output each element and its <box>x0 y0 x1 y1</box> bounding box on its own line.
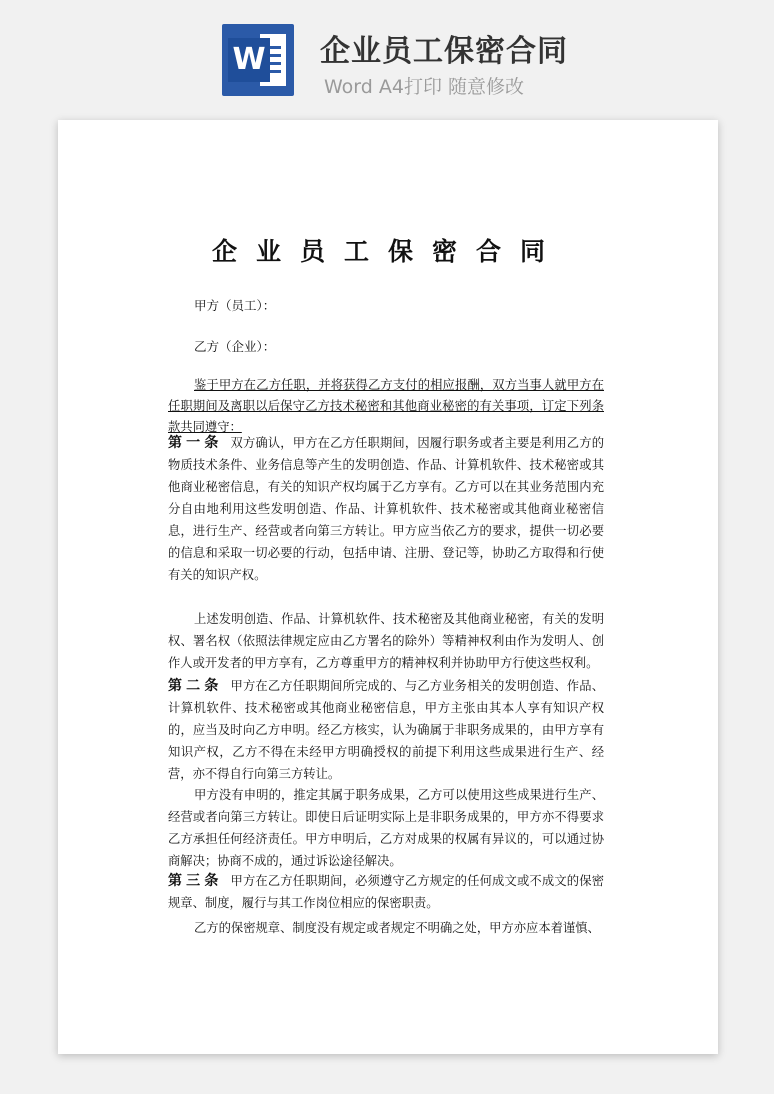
banner-subtitle: Word A4打印 随意修改 <box>324 76 525 98</box>
word-icon: W <box>222 24 294 96</box>
clause-3-para-2: 乙方的保密规章、制度没有规定或者规定不明确之处，甲方亦应本着谨慎、 <box>194 921 600 935</box>
clause-3 <box>168 870 604 914</box>
clause-2 <box>168 675 604 785</box>
clause-heading: 第三条 <box>168 873 223 889</box>
clause-2-para-2: 甲方没有申明的，推定其属于职务成果，乙方可以使用这些成果进行生产、经营或者向第三方转让。即使日后证明实际上是非职务成果的，甲方亦不得要求乙方承担任何经济责任。甲方申明后，乙方对成果的权属有异议的，可以通过协商解决；协商不成的，通过诉讼途径解决。 <box>168 788 604 868</box>
clause-text: 甲方在乙方任职期间，必须遵守乙方规定的任何成文或不成文的保密规章、制度，履行与其工作岗位相应的保密职责。 <box>168 874 604 910</box>
clause-1 <box>168 432 604 586</box>
intro-paragraph: 鉴于甲方在乙方任职，并将获得乙方支付的相应报酬，双方当事人就甲方在任职期间及离职以后保守乙方技术秘密和其他商业秘密的有关事项，订定下列条款共同遵守： <box>168 378 604 434</box>
clause-text: 双方确认，甲方在乙方任职期间，因履行职务或者主要是利用乙方的物质技术条件、业务信息等产生的发明创造、作品、计算机软件、技术秘密或其他商业秘密信息，有关的知识产权均属于乙方享有。乙方可以在其业务范围内充分自由地利用这些发明创造、作品、计算机软件、技术秘密或其他商业秘密信息，进行生产、经营或者向第三方转让。甲方应当依乙方的要求，提供一切必要的信息和采取一切必要的行动，包括申请、注册、登记等，协助乙方取得和行使有关的知识产权。 <box>168 436 604 582</box>
header-banner <box>0 0 774 110</box>
clause-1-para-2: 上述发明创造、作品、计算机软件、技术秘密及其他商业秘密，有关的发明权、署名权（依照法律规定应由乙方署名的除外）等精神权利由作为发明人、创作人或开发者的甲方享有，乙方尊重甲方的精神权利并协助甲方行使这些权利。 <box>168 612 604 670</box>
document-title: 企业员工保密合同 <box>211 237 564 266</box>
party-b-field: 乙方（企业）： <box>194 339 276 354</box>
party-a-field: 甲方（员工）： <box>194 298 276 313</box>
clause-heading: 第二条 <box>168 678 223 694</box>
clause-heading: 第一条 <box>168 435 223 451</box>
banner-title: 企业员工保密合同 <box>320 34 568 69</box>
clause-text: 甲方在乙方任职期间所完成的、与乙方业务相关的发明创造、作品、计算机软件、技术秘密或其他商业秘密信息，甲方主张由其本人享有知识产权的，应当及时向乙方申明。经乙方核实，认为确属于非职务成果的，由甲方享有知识产权，乙方不得在未经甲方明确授权的前提下利用这些成果进行生产、经营，亦不得自行向第三方转让。 <box>168 679 604 781</box>
document-page <box>58 120 718 1054</box>
